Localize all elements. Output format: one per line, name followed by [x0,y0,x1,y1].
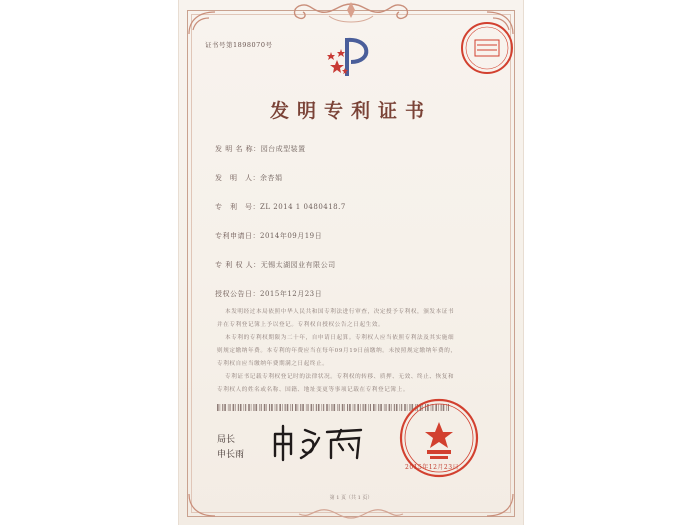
body-text-line: 本专利的专利权期限为二十年，自申请日起算。专利权人应当依照专利法及其实施细 [225,335,455,341]
field-label: 专 利 号： [215,203,260,211]
certificate-number: 证书号第1898070号 [205,41,273,49]
field-grant-date [215,289,322,299]
field-value: 2014年09月19日 [260,232,323,240]
field-inventor [215,173,283,183]
field-value: 园台成型装置 [260,145,306,153]
field-value: ZL 2014 1 0480418.7 [260,203,346,211]
body-text-line: 并在专利登记簿上予以登记。专利权自授权公告之日起生效。 [217,322,385,328]
field-label: 发 明 人： [215,174,260,182]
body-text-line: 专利权人的姓名或名称、国籍、地址变更等事项记载在专利登记簿上。 [217,387,410,393]
signature-title-label: 局长 [217,435,236,445]
field-label: 专 利 权 人： [215,261,261,269]
field-label: 专利申请日： [215,232,260,240]
field-label: 授权公告日： [215,290,260,298]
field-patent-number [215,202,346,212]
field-application-date [215,231,322,241]
top-ornament [289,0,413,30]
body-text-line: 则规定缴纳年费。本专利的年费应当在每年09月19日前缴纳。未按照规定缴纳年费的， [217,348,457,354]
field-value: 无锡太湖园业有限公司 [260,261,336,269]
page-footer: 第 1 页（共 1 页） [329,495,373,501]
seal-date: 2015年12月23日 [405,464,460,471]
patent-office-logo [327,36,377,82]
bottom-ornament [289,500,413,522]
company-seal-stamp [459,20,515,76]
body-text-line: 专利证书记载专利权登记时的法律状况。专利权的转移、质押、无效、终止、恢复和 [225,374,455,380]
body-text-line: 专利权自应当缴纳年费期满之日起终止。 [217,361,329,367]
patent-certificate [178,0,524,525]
corner-ornament-top-left [185,8,225,38]
certificate-title: 发明专利证书 [269,100,432,122]
field-patentee [215,260,336,270]
field-value: 2015年12月23日 [260,290,323,298]
field-invention-name [215,144,306,154]
field-value: 余杏娟 [260,174,283,182]
field-label: 发 明 名 称： [215,145,261,153]
handwritten-signature [269,420,369,462]
body-text-line: 本发明经过本局依照中华人民共和国专利法进行审查，决定授予专利权，颁发本证书 [225,309,455,315]
signature-name-label: 申长雨 [217,450,245,460]
